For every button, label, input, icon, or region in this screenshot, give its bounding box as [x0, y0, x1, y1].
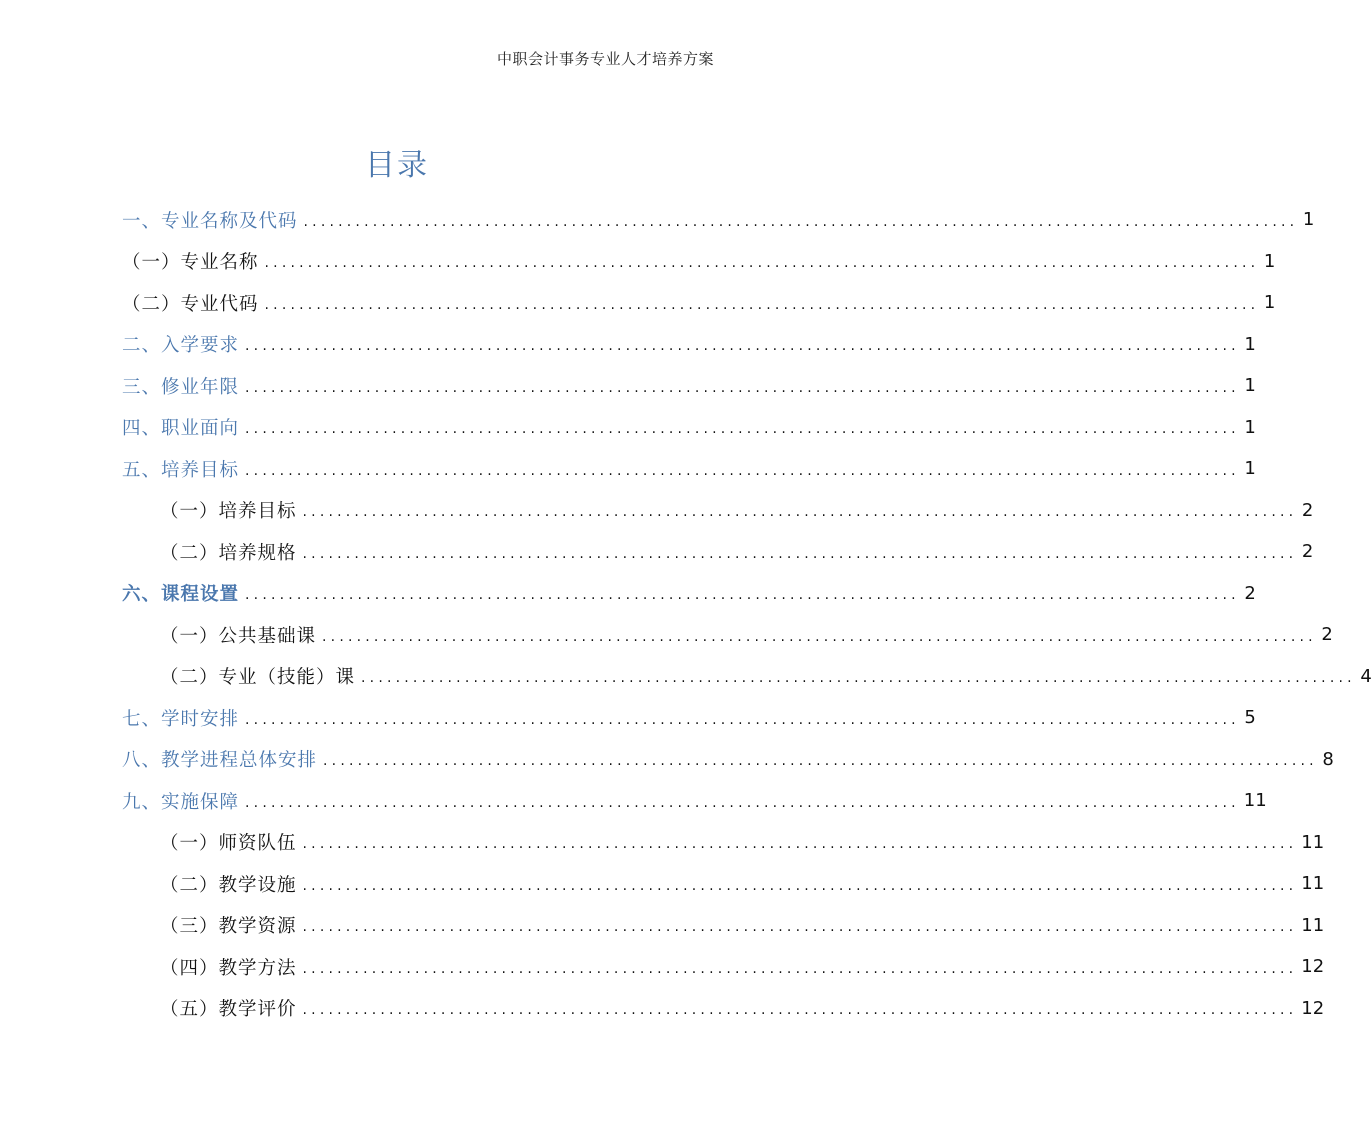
toc-page-number: 1: [1263, 250, 1276, 272]
toc-entry-text: 四、职业面向: [122, 418, 240, 440]
toc-dot-leader: ...................................................................................................................: [245, 462, 1240, 479]
toc-entry[interactable]: [0, 573, 1256, 615]
toc-dot-leader: ...................................................................................................................: [302, 960, 1298, 977]
toc-entry[interactable]: [0, 739, 1334, 781]
toc-entry-text: 二、入学要求: [122, 335, 240, 357]
toc-entry[interactable]: [0, 199, 1315, 241]
toc-dot-leader: ...................................................................................................................: [245, 587, 1240, 604]
toc-dot-leader: ...................................................................................................................: [264, 296, 1260, 313]
toc-page-number: 1: [1244, 416, 1256, 438]
toc-entry-text: 五、培养目标: [122, 459, 240, 481]
toc-entry[interactable]: [0, 988, 1325, 1030]
toc-entry[interactable]: [0, 241, 1276, 283]
toc-entry-text: （五）教学评价: [160, 999, 297, 1021]
toc-dot-leader: ...................................................................................................................: [302, 1002, 1298, 1019]
toc-entry-text: （四）教学方法: [160, 957, 297, 979]
toc-entry-text: （二）培养规格: [160, 542, 297, 564]
toc-page-number: 1: [1244, 333, 1256, 355]
toc-page-number: 12: [1301, 997, 1325, 1019]
toc-page-number: 2: [1301, 499, 1314, 521]
toc-entry[interactable]: [0, 448, 1256, 490]
table-of-contents: [0, 199, 1372, 1029]
toc-entry[interactable]: [0, 531, 1314, 573]
toc-dot-leader: ...................................................................................................................: [302, 919, 1298, 936]
toc-entry[interactable]: [0, 780, 1267, 822]
toc-dot-leader: ...................................................................................................................: [245, 421, 1240, 438]
toc-entry-text: 九、实施保障: [122, 791, 240, 813]
toc-entry-text: （二）专业（技能）课: [160, 667, 356, 689]
toc-dot-leader: ...................................................................................................................: [245, 338, 1240, 355]
toc-dot-leader: ...................................................................................................................: [245, 794, 1240, 811]
toc-dot-leader: ...................................................................................................................: [245, 379, 1240, 396]
toc-entry-text: 八、教学进程总体安排: [122, 750, 318, 772]
toc-entry[interactable]: [0, 365, 1256, 407]
toc-page-number: 11: [1301, 831, 1325, 853]
toc-entry-text: （一）专业名称: [122, 252, 259, 274]
toc-dot-leader: ...................................................................................................................: [322, 628, 1317, 645]
toc-title: 目录: [365, 148, 429, 183]
running-header: 中职会计事务专业人才培养方案: [496, 50, 714, 68]
toc-entry-text: 七、学时安排: [122, 708, 240, 730]
toc-page-number: 1: [1244, 375, 1256, 397]
toc-entry[interactable]: [0, 822, 1325, 864]
toc-entry-text: （二）专业代码: [122, 293, 259, 315]
toc-entry[interactable]: [0, 282, 1276, 324]
toc-page-number: 2: [1301, 541, 1314, 563]
toc-dot-leader: ...................................................................................................................: [302, 545, 1298, 562]
toc-dot-leader: ...................................................................................................................: [245, 711, 1240, 728]
toc-dot-leader: ...................................................................................................................: [302, 877, 1298, 894]
toc-entry-text: 三、修业年限: [122, 376, 240, 398]
toc-entry[interactable]: [0, 863, 1325, 905]
toc-page-number: 2: [1244, 582, 1256, 604]
toc-entry[interactable]: [0, 946, 1325, 988]
toc-page-number: 12: [1301, 956, 1325, 978]
toc-entry-text: （三）教学资源: [160, 916, 297, 938]
toc-entry-text: 六、课程设置: [122, 584, 240, 606]
toc-entry[interactable]: [0, 407, 1256, 449]
toc-dot-leader: ...................................................................................................................: [361, 670, 1356, 687]
toc-entry[interactable]: [0, 324, 1256, 366]
toc-entry-text: 一、专业名称及代码: [122, 210, 298, 232]
toc-entry[interactable]: [0, 656, 1372, 698]
toc-entry[interactable]: [0, 905, 1325, 947]
toc-page-number: 5: [1244, 707, 1256, 729]
toc-page-number: 11: [1301, 873, 1325, 895]
toc-dot-leader: ...................................................................................................................: [264, 255, 1260, 272]
toc-entry-text: （一）师资队伍: [160, 833, 297, 855]
toc-dot-leader: ...................................................................................................................: [323, 753, 1318, 770]
toc-dot-leader: ...................................................................................................................: [302, 836, 1298, 853]
toc-entry[interactable]: [0, 614, 1333, 656]
toc-entry-text: （一）公共基础课: [160, 625, 317, 647]
toc-entry[interactable]: [0, 490, 1314, 532]
toc-page-number: 1: [1244, 458, 1256, 480]
toc-page-number: 2: [1321, 624, 1333, 646]
toc-page-number: 4: [1360, 665, 1372, 687]
toc-page-number: 1: [1263, 292, 1276, 314]
toc-page-number: 1: [1302, 209, 1315, 231]
toc-page-number: 11: [1243, 790, 1267, 812]
toc-dot-leader: ...................................................................................................................: [303, 213, 1299, 230]
toc-page-number: 11: [1301, 914, 1325, 936]
toc-entry-text: （二）教学设施: [160, 874, 297, 896]
toc-entry[interactable]: [0, 697, 1256, 739]
toc-entry-text: （一）培养目标: [160, 501, 297, 523]
toc-dot-leader: ...................................................................................................................: [302, 504, 1298, 521]
toc-page-number: 8: [1322, 748, 1334, 770]
